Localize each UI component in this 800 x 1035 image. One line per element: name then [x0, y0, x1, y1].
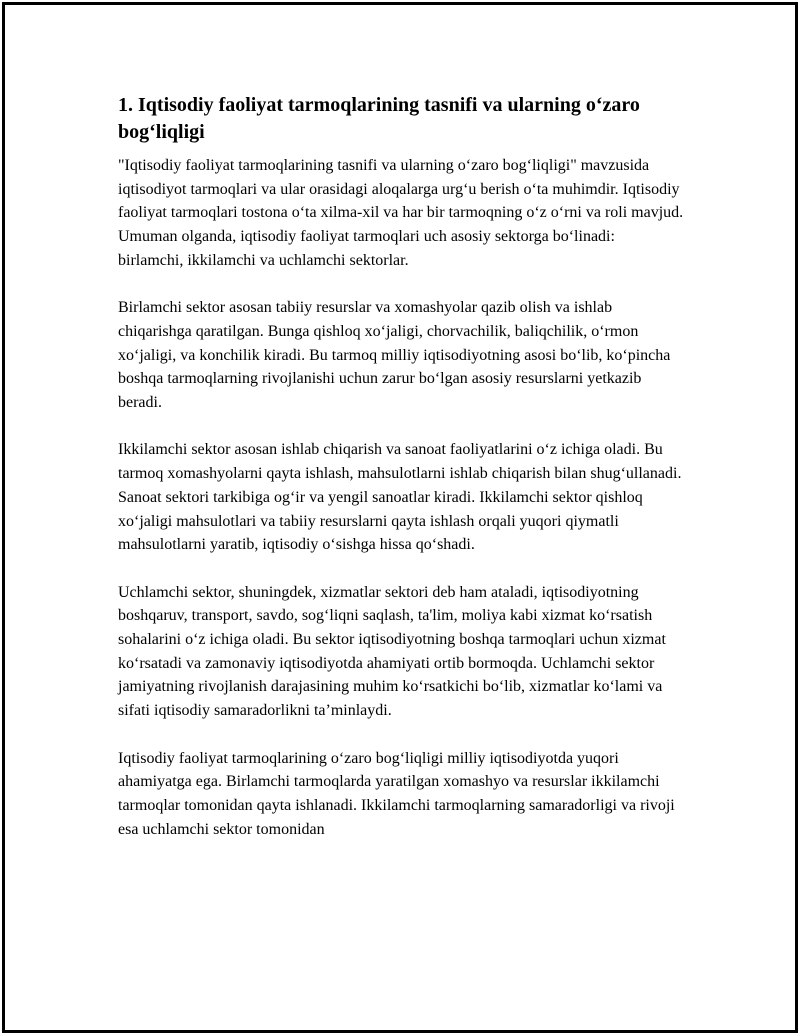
- paragraph-primary-sector: Birlamchi sektor asosan tabiiy resurslar va xomashyolar qazib olish va ishlab chiqarishga qaratilgan. Bunga qishloq xo‘jaligi, chorvachilik, baliqchilik, o‘rmon xo‘jaligi, va konchilik kiradi. Bu tarmoq milliy iqtisodiyotning asosi bo‘lib, ko‘pincha boshqa tarmoqlarning rivojlanishi uchun zarur bo‘lgan asosiy resurslarni yetkazib beradi.: [118, 299, 671, 412]
- paragraph-interdependence: Iqtisodiy faoliyat tarmoqlarining o‘zaro bog‘liqligi milliy iqtisodiyotda yuqori ahamiyatga ega. Birlamchi tarmoqlarda yaratilgan xomashyo va resurslar ikkilamchi tarmoqlar tomonidan qayta ishlanadi. Ikkilamchi tarmoqlarning samaradorligi va rivoji esa uchlamchi sektor tomonidan: [118, 749, 675, 838]
- section-heading: 1. Iqtisodiy faoliyat tarmoqlarining tasnifi va ularning o‘zaro bog‘liqligi: [118, 94, 640, 143]
- paragraph-intro: "Iqtisodiy faoliyat tarmoqlarining tasnifi va ularning o‘zaro bog‘liqligi" mavzusida iqtisodiyot tarmoqlari va ular orasidagi aloqalarga urg‘u berish o‘ta muhimdir. Iqtisodiy faoliyat tarmoqlari tostona o‘ta xilma-xil va har bir tarmoqning o‘z o‘rni va roli mavjud. Umuman olganda, iqtisodiy faoliyat tarmoqlari uch asosiy sektorga bo‘linadi: birlamchi, ikkilamchi va uchlamchi sektorlar.: [118, 157, 684, 269]
- document-body: [118, 92, 684, 841]
- paragraph-secondary-sector: Ikkilamchi sektor asosan ishlab chiqarish va sanoat faoliyatlarini o‘z ichiga oladi. Bu tarmoq xomashyolarni qayta ishlash, mahsulotlarni ishlab chiqarish bilan shug‘ullanadi. Sanoat sektori tarkibiga og‘ir va yengil sanoatlar kiradi. Ikkilamchi sektor qishloq xo‘jaligi mahsulotlari va tabiiy resurslarni qayta ishlash orqali yuqori qiymatli mahsulotlarni yaratib, iqtisodiy o‘sishga hissa qo‘shadi.: [118, 441, 682, 554]
- paragraph-tertiary-sector: Uchlamchi sektor, shuningdek, xizmatlar sektori deb ham ataladi, iqtisodiyotning boshqaruv, transport, savdo, sog‘liqni saqlash, ta'lim, moliya kabi xizmat ko‘rsatish sohalarini o‘z ichiga oladi. Bu sektor iqtisodiyotning boshqa tarmoqlari uchun xizmat ko‘rsatadi va zamonaviy iqtisodiyotda ahamiyati ortib bormoqda. Uchlamchi sektor jamiyatning rivojlanish darajasining muhim ko‘rsatkichi bo‘lib, xizmatlar ko‘lami va sifati iqtisodiy samaradorlikni ta’minlaydi.: [118, 583, 666, 720]
